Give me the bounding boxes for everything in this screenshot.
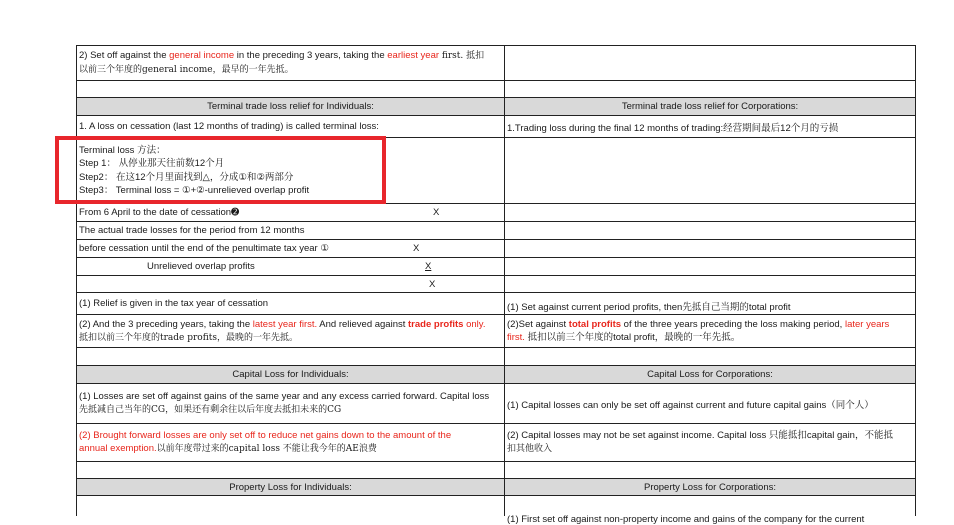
- header-terminal-corporations[interactable]: Terminal trade loss relief for Corporations:: [505, 98, 915, 115]
- x-mark: X: [429, 278, 436, 290]
- cell-empty[interactable]: [77, 80, 504, 97]
- cell-empty[interactable]: [505, 348, 915, 365]
- table-row: [77, 222, 915, 240]
- cell-general-income[interactable]: 2) Set off against the general income in the preceding 3 years, taking the earliest year first. 抵扣 以前三个年度的general income，最早的一年先抵。: [79, 50, 485, 75]
- header-terminal-individuals[interactable]: Terminal trade loss relief for Individuals:: [77, 98, 504, 115]
- cell-empty[interactable]: [505, 204, 915, 221]
- header-capital-individuals[interactable]: Capital Loss for Individuals:: [77, 366, 504, 383]
- cell-actual-losses[interactable]: The actual trade losses for the period from 12 months: [79, 225, 305, 236]
- circled-two: ➋: [231, 207, 240, 218]
- table-row: [77, 462, 915, 479]
- table-row: [77, 80, 915, 98]
- table-row: [77, 293, 915, 315]
- table-row: [77, 258, 915, 276]
- cell-corp-current-period[interactable]: (1) Set against current period profits, then先抵自己当期的total profit: [507, 302, 791, 313]
- method-title: Terminal loss 方法：: [79, 144, 166, 156]
- table-row: [77, 479, 915, 496]
- cell-empty[interactable]: [505, 138, 915, 203]
- cell-brought-forward-losses[interactable]: (2) Brought forward losses are only set off to reduce net gains down to the amount of the annual exemption.以前年度带过来的capital loss 不能让我今年的AE浪费: [79, 430, 452, 454]
- x-mark: X: [413, 243, 420, 254]
- cell-terminal-loss-def[interactable]: 1. A loss on cessation (last 12 months of trading) is called terminal loss:: [79, 121, 379, 132]
- step-1: Step 1： 从停业那天往前数12个月: [79, 158, 225, 169]
- step-3: Step3： Terminal loss = ①+②-unrelieved overlap profit: [79, 185, 310, 196]
- table-row: [77, 315, 915, 348]
- header-property-corporations[interactable]: Property Loss for Corporations:: [505, 479, 915, 495]
- table-row: [77, 116, 915, 138]
- cell-relief-cessation[interactable]: (1) Relief is given in the tax year of cessation: [79, 298, 269, 309]
- header-property-individuals[interactable]: Property Loss for Individuals:: [77, 479, 504, 495]
- table-row: [77, 384, 915, 424]
- cell-unrelieved-overlap[interactable]: Unrelieved overlap profits: [147, 261, 255, 272]
- table-row: [77, 276, 915, 293]
- spreadsheet: [76, 45, 916, 525]
- table-row: [77, 424, 915, 462]
- table-row: [77, 366, 915, 384]
- cell-corp-capital-current-future[interactable]: (1) Capital losses can only be set off against current and future capital gains（同个人）: [507, 399, 874, 411]
- step-2: Step2： 在这12个月里面找到△，分成①和②两部分: [79, 171, 294, 183]
- cell-from-april[interactable]: From 6 April to the date of cessation ➋: [79, 207, 240, 218]
- table-row: [77, 348, 915, 366]
- table-row: [77, 98, 915, 116]
- cell-preceding-years[interactable]: (2) And the 3 preceding years, taking the latest year first. And relieved against trade profits only. 抵扣以前三个年度的trade profits，最晚的一年先抵。: [79, 318, 486, 343]
- table-row: [77, 240, 915, 258]
- cell-before-cessation[interactable]: before cessation until the end of the penultimate tax year ①: [79, 243, 329, 254]
- cell-empty[interactable]: [505, 462, 915, 478]
- cell-empty[interactable]: [505, 276, 915, 292]
- cell-empty[interactable]: [77, 496, 504, 516]
- cell-empty[interactable]: [505, 46, 915, 80]
- x-mark: X: [425, 261, 432, 272]
- highlight-box: [55, 136, 386, 204]
- cell-empty[interactable]: [505, 240, 915, 257]
- table-row: [77, 46, 915, 81]
- table-row: [77, 496, 915, 525]
- cell-corp-capital-not-income[interactable]: (2) Capital losses may not be set against income. Capital loss 只能抵扣capital gain，不能抵 扣其他收入: [507, 430, 893, 454]
- cell-corp-total-profits[interactable]: (2)Set against total profits of the three years preceding the loss making period, later years first. 抵扣以前三个年度的total profit，最晚的一年先抵。: [507, 319, 890, 343]
- cell-empty[interactable]: [505, 222, 915, 239]
- cell-corp-final-12-months[interactable]: 1.Trading loss during the final 12 months of trading:经营期间最后12个月的亏损: [507, 122, 839, 134]
- table-row: [77, 204, 915, 222]
- cell-property-corp-first[interactable]: (1) First set off against non-property income and gains of the company for the current: [507, 514, 865, 525]
- cell-empty[interactable]: [505, 80, 915, 97]
- cell-empty[interactable]: [77, 276, 504, 292]
- cell-empty[interactable]: [77, 348, 504, 365]
- cell-capital-losses-same-year[interactable]: (1) Losses are set off against gains of the same year and any excess carried forward. Capital loss 先抵减自己当年的CG，如果还有剩余往以后年度去抵扣未来的CG: [79, 391, 490, 415]
- cell-empty[interactable]: [77, 462, 504, 478]
- header-capital-corporations[interactable]: Capital Loss for Corporations:: [505, 366, 915, 383]
- x-mark: X: [433, 207, 440, 218]
- cell-empty[interactable]: [505, 258, 915, 275]
